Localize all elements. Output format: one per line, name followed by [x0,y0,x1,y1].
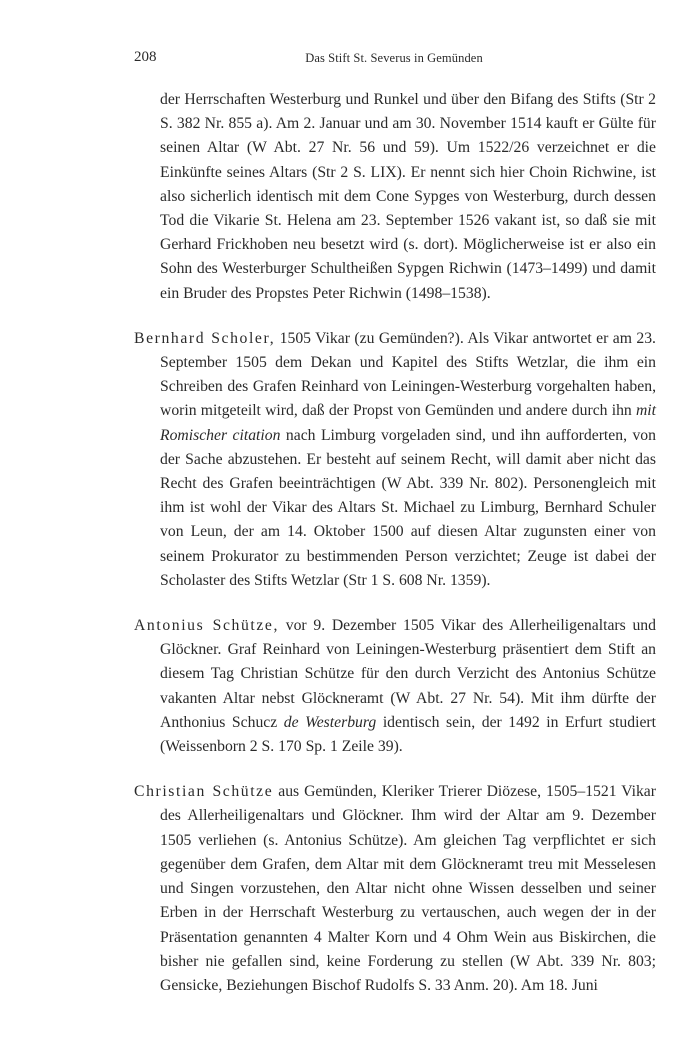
entry-antonius-schuetze [134,614,656,759]
page-header [134,49,654,71]
entry-italic-quote: mit Romischer citation [160,402,656,444]
entries-body [134,88,656,998]
entry-italic-quote: de Westerburg [283,713,377,731]
entry-text: der Herrschaften Westerburg und Runkel und über den Bifang des Stifts (Str 2 S. 382 Nr. 855 a). Am 2. Januar und am 30. November 1514 kauft er Gülte für seinen Altar (W Abt. 27 Nr. 56 und 59). Um 1522/26 verzeichnet er die Einkünfte seines Altars (Str 2 S. LIX). Er nennt sich hier Choin Richwine, ist also sicherlich identisch mit dem Cone Sypges von Westerburg, durch dessen Tod die Vikarie St. Helena am 23. September 1526 vakant ist, so daß sie mit Gerhard Frickhoben neu besetzt wird (s. dort). Möglicherweise ist er also ein Sohn des Westerburger Schultheißen Sypgen Richwin (1473–1499) und damit ein Bruder des Propstes Peter Richwin (1498–1538). [160,91,656,302]
entry-text: vor 9. Dezember 1505 Vikar des Allerheiligenaltars und Glöckner. Graf Reinhard von Leiningen-Westerburg präsentiert dem Stift an diesem Tag Christian Schütze für den durch Verzicht des Antonius Schütze vakanten Altar nebst Glöckneramt (W Abt. 27 Nr. 54). Mit ihm dürfte der Anthonius Schucz [160,617,656,731]
entry-text: 1505 Vikar (zu Gemünden?). Als Vikar antwortet er am 23. September 1505 dem Dekan und Kapitel des Stifts Wetzlar, die ihm ein Schreiben des Grafen Reinhard von Leiningen-Westerburg vorgehalten haben, worin mitgeteilt wird, daß der Propst von Gemünden und andere durch ihn [160,329,656,420]
entry-text: identisch sein, der 1492 in Erfurt studiert (Weissenborn 2 S. 170 Sp. 1 Zeile 39). [160,713,657,756]
page-number: 208 [134,49,157,65]
entry-christian-schuetze [134,780,656,998]
running-title: Das Stift St. Severus in Gemünden [305,51,483,65]
entry-text: nach Limburg vorgeladen sind, und ihn aufforderten, von der Sache abzustehen. Er besteht auf seinem Recht, will damit aber nicht das Recht des Grafen beeinträchtigen (W Abt. 339 Nr. 802). Personengleich mit ihm ist wohl der Vikar des Altars St. Michael zu Limburg, Bernhard Schuler von Leun, der am 14. Oktober 1500 auf diesen Altar zugunsten einer von seinem Prokurator zu bestimmenden Person verzichtet; Zeuge ist dabei der Scholaster des Stifts Wetzlar (Str 1 S. 608 Nr. 1359). [160,426,656,589]
entry-continuation-paragraph [134,88,656,306]
entry-bernhard-scholer [134,327,656,593]
entry-person-name: Bernhard Scholer, [134,329,276,347]
entry-person-name: Christian Schütze [134,783,274,801]
entry-text: aus Gemünden, Kleriker Trierer Diözese, 1505–1521 Vikar des Allerheiligenaltars und Glöckner. Ihm wird der Altar am 9. Dezember 1505 verliehen (s. Antonius Schütze). Am gleichen Tag verpflichtet er sich gegenüber dem Grafen, dem Altar mit dem Glöckneramt treu mit Messelesen und Singen vorzustehen, den Altar nicht ohne Wissen desselben und seiner Erben in der Herrschaft Westerburg zu vertauschen, auch wegen der in der Präsentation genannten 4 Malter Korn und 4 Ohm Wein aus Biskirchen, die bisher nie gefallen sind, keine Forderung zu stellen (W Abt. 339 Nr. 803; Gensicke, Beziehungen Bischof Rudolfs S. 33 Anm. 20). Am 18. Juni [160,783,656,994]
entry-person-name: Antonius Schütze, [134,617,280,635]
